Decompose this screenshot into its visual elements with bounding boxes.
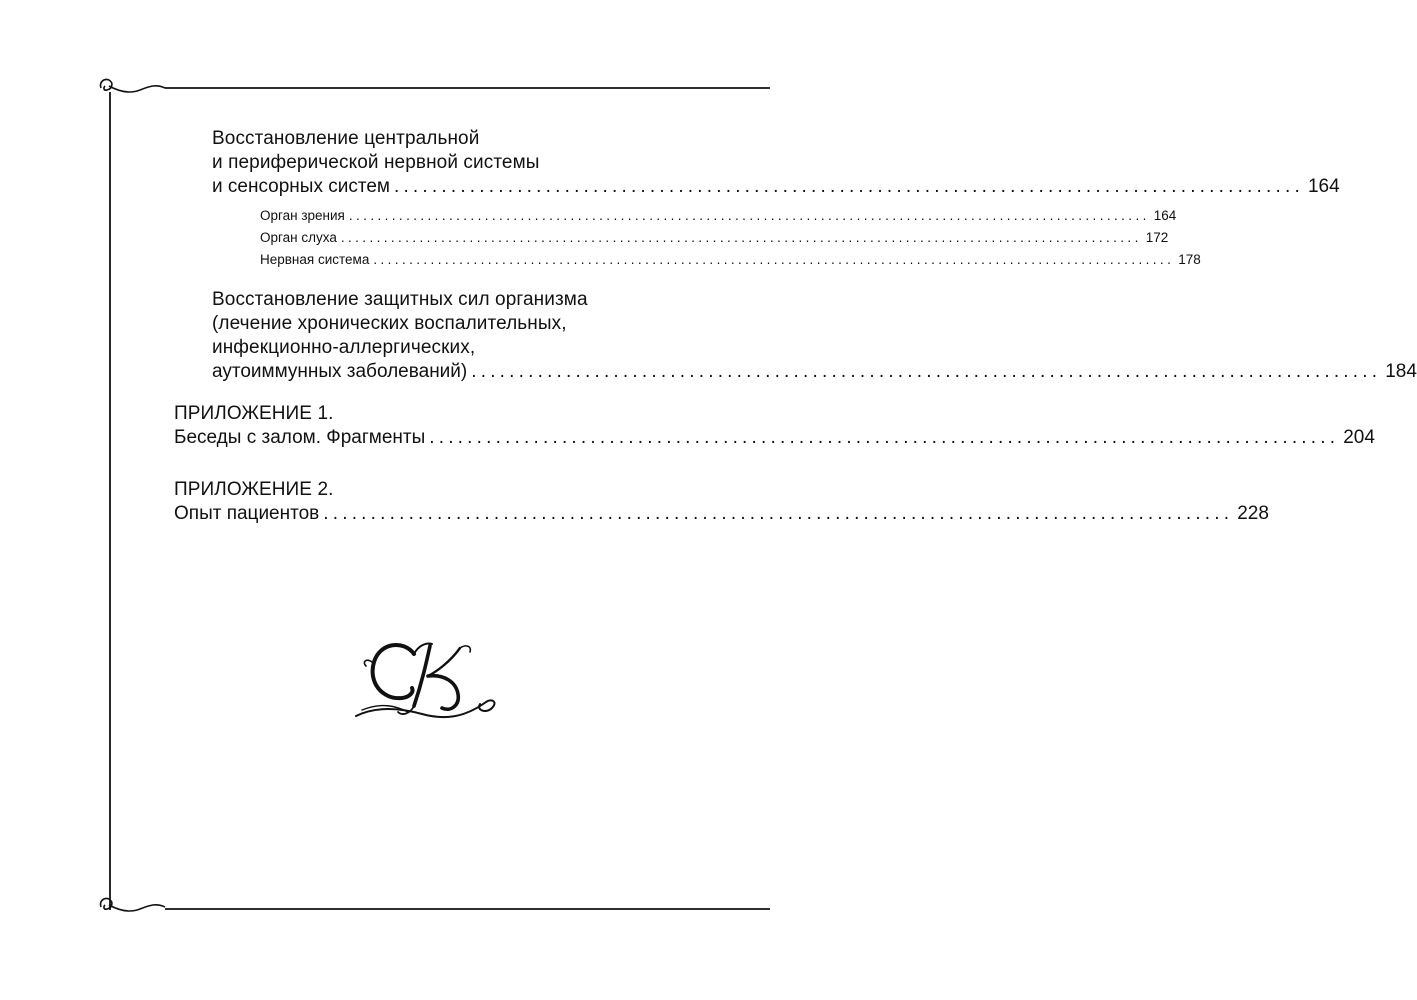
section-title-line: инфекционно-аллергических, bbox=[212, 337, 476, 358]
toc-entry-label: Орган зрения bbox=[260, 208, 345, 223]
leader-dots: ................................................................................................................ bbox=[340, 230, 1142, 245]
page-number: 228 bbox=[1237, 503, 1269, 524]
toc-entry-label: и сенсорных систем bbox=[212, 176, 390, 197]
toc-subentry-vision[interactable] bbox=[260, 207, 1177, 225]
leader-dots: ................................................................................................................ bbox=[373, 252, 1175, 267]
toc-entry-appendix-1[interactable] bbox=[174, 426, 1375, 450]
toc-entry-label: Опыт пациентов bbox=[174, 503, 320, 524]
section-title-line: и периферической нервной системы bbox=[212, 152, 540, 173]
section-title-line: Восстановление центральной bbox=[212, 128, 480, 149]
page-number: 184 bbox=[1385, 361, 1417, 382]
leader-dots: ................................................................................................ bbox=[393, 176, 1304, 197]
page-number: 178 bbox=[1178, 252, 1201, 267]
toc-entry-label: Нервная система bbox=[260, 252, 370, 267]
toc-entry-label: аутоиммунных заболеваний) bbox=[212, 361, 468, 382]
section-title-line: Восстановление защитных сил организма bbox=[212, 289, 588, 310]
toc-entry-sensory-systems[interactable] bbox=[212, 175, 1340, 199]
appendix-heading: ПРИЛОЖЕНИЕ 1. bbox=[174, 403, 334, 424]
ck-monogram-icon bbox=[352, 632, 502, 732]
page-number: 172 bbox=[1145, 230, 1169, 245]
toc-subentry-hearing[interactable] bbox=[260, 229, 1169, 247]
toc-subentry-nervous-system[interactable] bbox=[260, 251, 1201, 269]
page-number: 204 bbox=[1343, 427, 1375, 448]
toc-entry-label: Орган слуха bbox=[260, 230, 337, 245]
leader-dots: ................................................................................................................ bbox=[348, 208, 1150, 223]
leader-dots: ................................................................................................ bbox=[323, 503, 1234, 524]
leader-dots: ................................................................................................ bbox=[471, 361, 1382, 382]
toc-entry-appendix-2[interactable] bbox=[174, 502, 1269, 526]
leader-dots: ................................................................................................ bbox=[429, 427, 1340, 448]
toc-entry-autoimmune[interactable] bbox=[212, 360, 1417, 384]
page-number: 164 bbox=[1307, 176, 1340, 197]
appendix-heading: ПРИЛОЖЕНИЕ 2. bbox=[174, 479, 334, 500]
section-title-line: (лечение хронических воспалительных, bbox=[212, 313, 567, 334]
toc-entry-label: Беседы с залом. Фрагменты bbox=[174, 427, 426, 448]
page-number: 164 bbox=[1153, 208, 1177, 223]
